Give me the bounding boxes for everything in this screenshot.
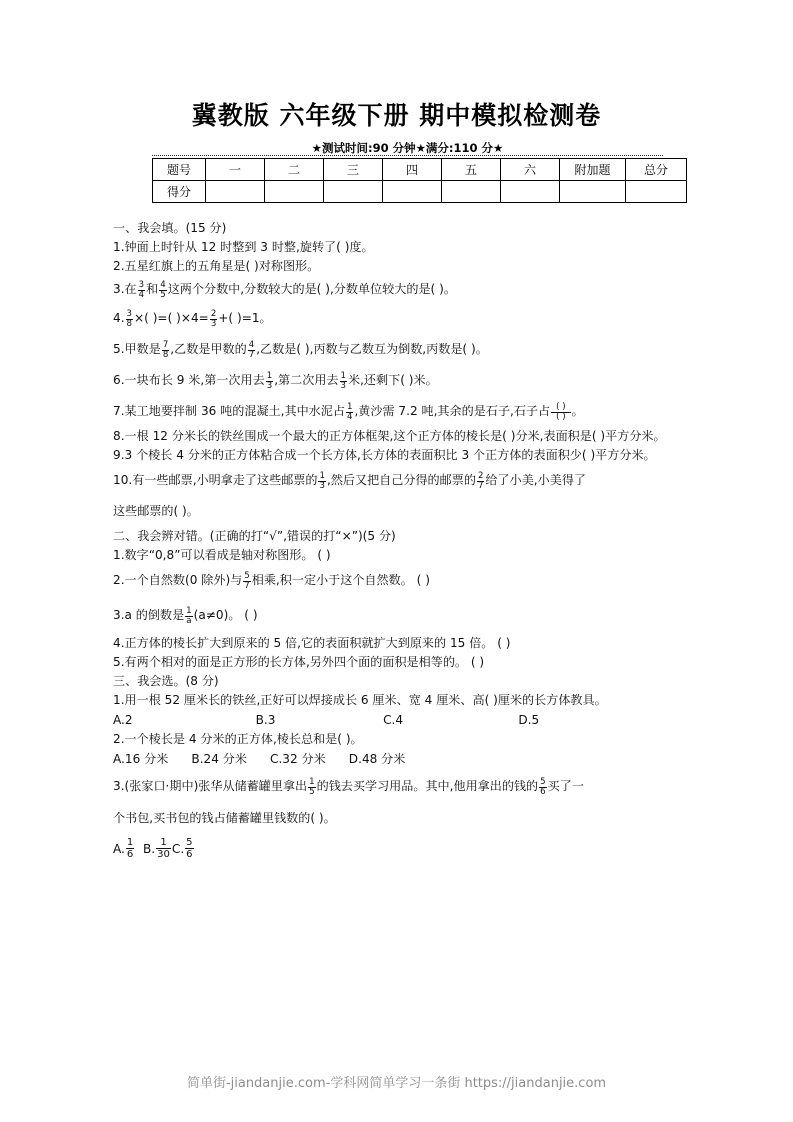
fraction-five-sixths[interactable] — [185, 837, 193, 860]
option-a-label[interactable]: A. — [113, 842, 125, 856]
section-3-question-3 — [113, 769, 691, 803]
footer-watermark: 简单街-jiandanjie.com-学科网简单学习一条街 https://jiandanjie.com — [186, 1076, 607, 1091]
section-1-question-3 — [113, 276, 691, 303]
score-cell-7[interactable] — [626, 181, 687, 203]
score-table-col-5: 六 — [501, 159, 560, 181]
section-1-question-1 — [113, 238, 691, 257]
score-table-col-1: 二 — [265, 159, 324, 181]
fraction-four-sevenths — [248, 341, 255, 360]
fraction-denominator: 30 — [157, 848, 170, 860]
score-cell-0[interactable] — [206, 181, 265, 203]
section-1-question-6-part-c: 米,还剩下( )米。 — [347, 373, 438, 387]
fraction-numerator: 2 — [477, 470, 484, 481]
score-table-col-6: 附加题 — [560, 159, 626, 181]
section-1-question-1-text: 1.钟面上时针从 12 时整到 3 时整,旋转了( )度。 — [113, 240, 374, 254]
fraction-numerator: 1 — [309, 776, 315, 787]
section-1-question-7-part-b: ,黄沙需 7.2 吨,其余的是石子,石子占 — [354, 404, 551, 418]
section-2-question-1-text: 1.数字“0,8”可以看成是轴对称图形。 ( ) — [113, 548, 331, 562]
fraction-one-quarter — [346, 403, 353, 422]
section-1-question-4-part-b: ×( )=( )×4= — [134, 311, 209, 325]
section-3-question-3-part-b: 的钱去买学习用品。其中,他用拿出的钱的 — [316, 779, 539, 793]
section-1-question-6-part-a: 6.一块布长 9 米,第一次用去 — [113, 373, 265, 387]
subtitle-dotted-rule — [152, 155, 663, 156]
fraction-one-over-a — [185, 607, 192, 626]
fraction-three-quarters — [138, 281, 145, 300]
section-1-question-3-part-c: 这两个分数中,分数较大的是( ),分数单位较大的是( )。 — [167, 282, 456, 296]
fraction-denominator: 3 — [266, 380, 273, 391]
fraction-denominator: 4 — [346, 411, 353, 422]
section-2-question-2-part-b: 相乘,积一定小于这个自然数。 ( ) — [251, 573, 430, 587]
fraction-one-thirtieth[interactable] — [156, 837, 171, 860]
section-1-question-5-part-a: 5.甲数是 — [113, 342, 161, 356]
section-3-heading: 三、我会选。(8 分) — [113, 674, 219, 688]
fraction-denominator: 7 — [248, 349, 255, 360]
section-3-question-3-part-c: 买了一 — [547, 779, 584, 793]
fraction-denominator: 8 — [126, 318, 133, 329]
section-1-question-10-continued — [113, 496, 691, 527]
section-1-question-7 — [113, 396, 691, 427]
fraction-denominator: 7 — [477, 480, 484, 491]
score-cell-1[interactable] — [265, 181, 324, 203]
score-table-col-0: 一 — [206, 159, 265, 181]
exam-subtitle: ★测试时间:90 分钟★满分:110 分★ — [311, 141, 504, 155]
section-1-question-9 — [113, 446, 691, 465]
section-1-question-4 — [113, 303, 691, 334]
score-cell-3[interactable] — [383, 181, 442, 203]
fraction-numerator: 1 — [126, 836, 134, 848]
section-3-question-2 — [113, 730, 691, 749]
fraction-denominator: 3 — [319, 480, 325, 491]
section-1-question-10 — [113, 465, 691, 496]
fraction-five-sevenths — [243, 572, 250, 591]
section-3-question-1 — [113, 691, 691, 710]
fraction-two-thirds — [210, 310, 217, 329]
score-table-col-3: 四 — [383, 159, 442, 181]
page-title: 冀教版 六年级下册 期中模拟检测卷 — [191, 101, 602, 130]
section-2-question-3 — [113, 596, 691, 634]
section-1-question-2 — [113, 257, 691, 276]
fraction-numerator: 2 — [210, 308, 217, 319]
fraction-numerator: 3 — [138, 279, 145, 290]
section-2-question-2 — [113, 565, 691, 596]
section-3-question-3-continued — [113, 803, 691, 834]
fraction-numerator: 7 — [162, 339, 169, 350]
fraction-numerator: 1 — [160, 836, 167, 848]
section-1-question-3-part-b: 和 — [146, 282, 159, 296]
section-3-question-3-part-a: 3.(张家口·期中)张华从储蓄罐里拿出 — [113, 779, 308, 793]
section-1-question-3-part-a: 3.在 — [113, 282, 137, 296]
section-1-question-8 — [113, 427, 691, 446]
fraction-numerator: 5 — [244, 570, 250, 581]
section-3-question-3-part-d: 个书包,买书包的钱占储蓄罐里钱数的( )。 — [113, 811, 336, 825]
section-1-question-7-part-c: 。 — [571, 404, 584, 418]
fraction-blank-over-blank[interactable] — [551, 403, 570, 422]
score-table-row-label-0: 题号 — [153, 159, 206, 181]
section-1-question-6 — [113, 365, 691, 396]
score-table-col-2: 三 — [324, 159, 383, 181]
score-table-col-4: 五 — [442, 159, 501, 181]
fraction-one-third — [318, 472, 325, 491]
fraction-numerator: 5 — [186, 836, 193, 848]
section-3-question-1-text: 1.用一根 52 厘米长的铁丝,正好可以焊接成长 6 厘米、宽 4 厘米、高( )厘米的长方体教具。 — [113, 693, 607, 707]
section-2-heading: 二、我会辨对错。(正确的打“√”,错误的打“×”)(5 分) — [113, 529, 396, 543]
section-1-question-6-part-b: ,第二次用去 — [274, 373, 339, 387]
section-2-question-2-part-a: 2.一个自然数(0 除外)与 — [113, 573, 243, 587]
section-1-question-8-text: 8.一根 12 分米长的铁丝围成一个最大的正方体框架,这个正方体的棱长是( )分米,表面积是( )平方分米。 — [113, 429, 666, 443]
section-2-question-5 — [113, 653, 691, 672]
section-2-question-1 — [113, 546, 691, 565]
fraction-denominator: 3 — [340, 380, 346, 391]
fraction-denominator: 6 — [126, 848, 134, 860]
fraction-numerator-blank[interactable]: ( ) — [556, 401, 566, 412]
fraction-numerator: 1 — [266, 370, 273, 381]
fraction-denominator: 6 — [186, 848, 193, 860]
option-c-label[interactable]: C. — [171, 842, 185, 856]
fraction-denominator: a — [186, 615, 192, 626]
section-1-question-9-text: 9.3 个棱长 4 分米的正方体粘合成一个长方体,长方体的表面积比 3 个正方体的表面积少( )平方分米。 — [113, 448, 656, 462]
section-1-heading: 一、我会填。(15 分) — [113, 221, 227, 235]
fraction-four-fifths — [159, 281, 166, 300]
fraction-denominator: 8 — [162, 349, 169, 360]
fraction-numerator: 1 — [319, 470, 325, 481]
fraction-denominator: 6 — [540, 786, 546, 797]
section-1-question-2-text: 2.五星红旗上的五角星是( )对称图形。 — [113, 259, 320, 273]
table-row-question-numbers — [153, 159, 687, 181]
section-1-question-4-part-c: +( )=1。 — [218, 311, 272, 325]
section-1-question-5-part-b: ,乙数是甲数的 — [170, 342, 247, 356]
fraction-numerator: 4 — [160, 279, 166, 290]
fraction-denominator: 3 — [210, 318, 217, 329]
fraction-numerator: 3 — [126, 308, 133, 319]
section-1-question-7-part-a: 7.某工地要拌制 36 吨的混凝土,其中水泥占 — [113, 404, 345, 418]
section-2-question-3-part-a: 3.a 的倒数是 — [113, 608, 185, 622]
fraction-seven-eighths — [162, 341, 169, 360]
section-3-question-3-options[interactable] — [113, 834, 691, 865]
fraction-one-third — [266, 372, 273, 391]
section-2-question-4-text: 4.正方体的棱长扩大到原来的 5 倍,它的表面积就扩大到原来的 15 倍。 ( ) — [113, 636, 511, 650]
fraction-numerator: 1 — [346, 401, 353, 412]
table-row-scores — [153, 181, 687, 203]
score-cell-2[interactable] — [324, 181, 383, 203]
fraction-denominator-blank[interactable]: ( ) — [551, 412, 570, 422]
fraction-numerator: 5 — [540, 776, 546, 787]
fraction-one-fifth — [308, 778, 315, 797]
fraction-denominator: 4 — [138, 289, 145, 300]
fraction-two-sevenths — [477, 472, 484, 491]
section-1-question-10-part-d: 这些邮票的( )。 — [113, 504, 199, 518]
fraction-three-eighths — [126, 310, 133, 329]
section-3-question-1-options[interactable]: A.2 B.3 C.4 D.5 — [113, 713, 540, 727]
section-3-question-2-text: 2.一个棱长是 4 分米的正方体,棱长总和是( )。 — [113, 732, 363, 746]
option-b-label[interactable]: B. — [142, 842, 156, 856]
score-table — [152, 158, 687, 203]
score-cell-5[interactable] — [501, 181, 560, 203]
score-cell-4[interactable] — [442, 181, 501, 203]
fraction-denominator: 7 — [244, 580, 250, 591]
section-1-question-10-part-a: 10.有一些邮票,小明拿走了这些邮票的 — [113, 473, 318, 487]
fraction-denominator: 5 — [160, 289, 166, 300]
fraction-denominator: 5 — [309, 786, 315, 797]
fraction-one-sixth[interactable] — [126, 837, 134, 860]
exam-body — [113, 219, 691, 865]
section-3-question-2-options[interactable]: A.16 分米 B.24 分米 C.32 分米 D.48 分米 — [113, 752, 406, 766]
fraction-one-third — [340, 372, 347, 391]
section-1-question-10-part-b: ,然后又把自己分得的邮票的 — [326, 473, 476, 487]
section-1-question-4-part-a: 4. — [113, 311, 125, 325]
section-2-question-5-text: 5.有两个相对的面是正方形的长方体,另外四个面的面积是相等的。 ( ) — [113, 655, 485, 669]
section-1-question-5 — [113, 334, 691, 365]
score-table-row-label-1: 得分 — [153, 181, 206, 203]
fraction-numerator: 4 — [248, 339, 255, 350]
section-1-question-5-part-c: ,乙数是( ),丙数与乙数互为倒数,丙数是( )。 — [256, 342, 488, 356]
section-1-question-10-part-c: 给了小美,小美得了 — [485, 473, 587, 487]
section-2-question-3-part-b: (a≠0)。 ( ) — [193, 608, 258, 622]
score-cell-6[interactable] — [560, 181, 626, 203]
score-table-col-7: 总分 — [626, 159, 687, 181]
fraction-five-sixths — [539, 778, 546, 797]
fraction-numerator: 1 — [340, 370, 346, 381]
fraction-numerator: 1 — [186, 605, 192, 616]
section-2-question-4 — [113, 634, 691, 653]
